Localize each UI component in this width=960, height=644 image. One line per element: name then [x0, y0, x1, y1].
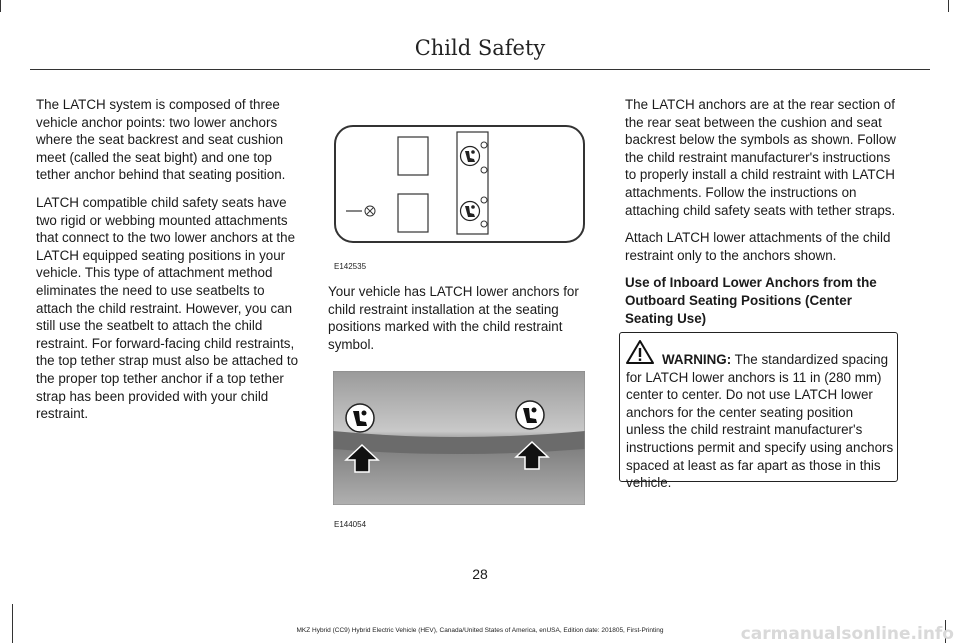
seat-diagram-figure: [330, 120, 590, 250]
crop-mark: [12, 604, 13, 643]
warning-label: WARNING:: [662, 352, 732, 367]
paragraph: LATCH compatible child safety seats have two rigid or webbing mounted attachments that connect to the two lower anchors at the LATCH equipped seating positions in your vehicle. This type of attachment method eliminates the need to use seatbelts to attach the child restraint. However, you can still use the seatbelt to attach the child restraint. For forward-facing child restraints, the top tether strap must also be attached to the proper top tether anchor if a top tether strap has been provided with your child restraint.: [36, 194, 299, 422]
child-seat-symbol-icon: [461, 202, 480, 221]
paragraph: Your vehicle has LATCH lower anchors for child restraint installation at the seating positions marked with the child restraint symbol.: [328, 284, 579, 352]
column-3: [625, 96, 897, 337]
page-title: Child Safety: [414, 36, 546, 60]
column-2: [328, 283, 594, 363]
child-seat-symbol-icon: [516, 401, 544, 429]
page-number: 28: [472, 566, 488, 582]
warning-text: [626, 351, 894, 492]
paragraph: The LATCH system is composed of three vehicle anchor points: two lower anchors where the seat backrest and seat cushion meet (called the seat bight) and one top tether anchor behind that seating position.: [36, 97, 286, 183]
crop-mark: [948, 0, 949, 12]
section-subheading: Use of Inboard Lower Anchors from the Outboard Seating Positions (Center Seating Use): [625, 275, 877, 326]
seat-photo-figure: [333, 371, 585, 505]
watermark: carmanualsonline.info: [740, 624, 954, 644]
crop-mark: [0, 0, 1, 12]
paragraph: Attach LATCH lower attachments of the child restraint only to the anchors shown.: [625, 230, 891, 263]
warning-body: The standardized spacing for LATCH lower anchors is 11 in (280 mm) center to center. Do not use LATCH lower anchors for the center seating position unless the child restraint manufacturer's instructions permit and specify using anchors spaced at least as far apart as those in this vehicle.: [626, 352, 894, 491]
figure-code: E144054: [334, 520, 367, 529]
warning-box: [619, 332, 898, 491]
footer-text: MKZ Hybrid (CC9) Hybrid Electric Vehicle (HEV), Canada/United States of America, enUSA, Edition date: 201805, First-Printing: [296, 627, 664, 634]
column-1: [36, 96, 302, 433]
header-divider: [30, 69, 930, 70]
figure-code: E142535: [334, 262, 367, 271]
child-seat-symbol-icon: [461, 147, 480, 166]
paragraph: The LATCH anchors are at the rear section of the rear seat between the cushion and seat backrest below the symbols as shown. Follow the child restraint manufacturer's instructions to properly install a child restraint with LATCH attachments. Follow the instructions on attaching child safety seats with tether straps.: [625, 97, 896, 218]
child-seat-symbol-icon: [346, 404, 374, 432]
